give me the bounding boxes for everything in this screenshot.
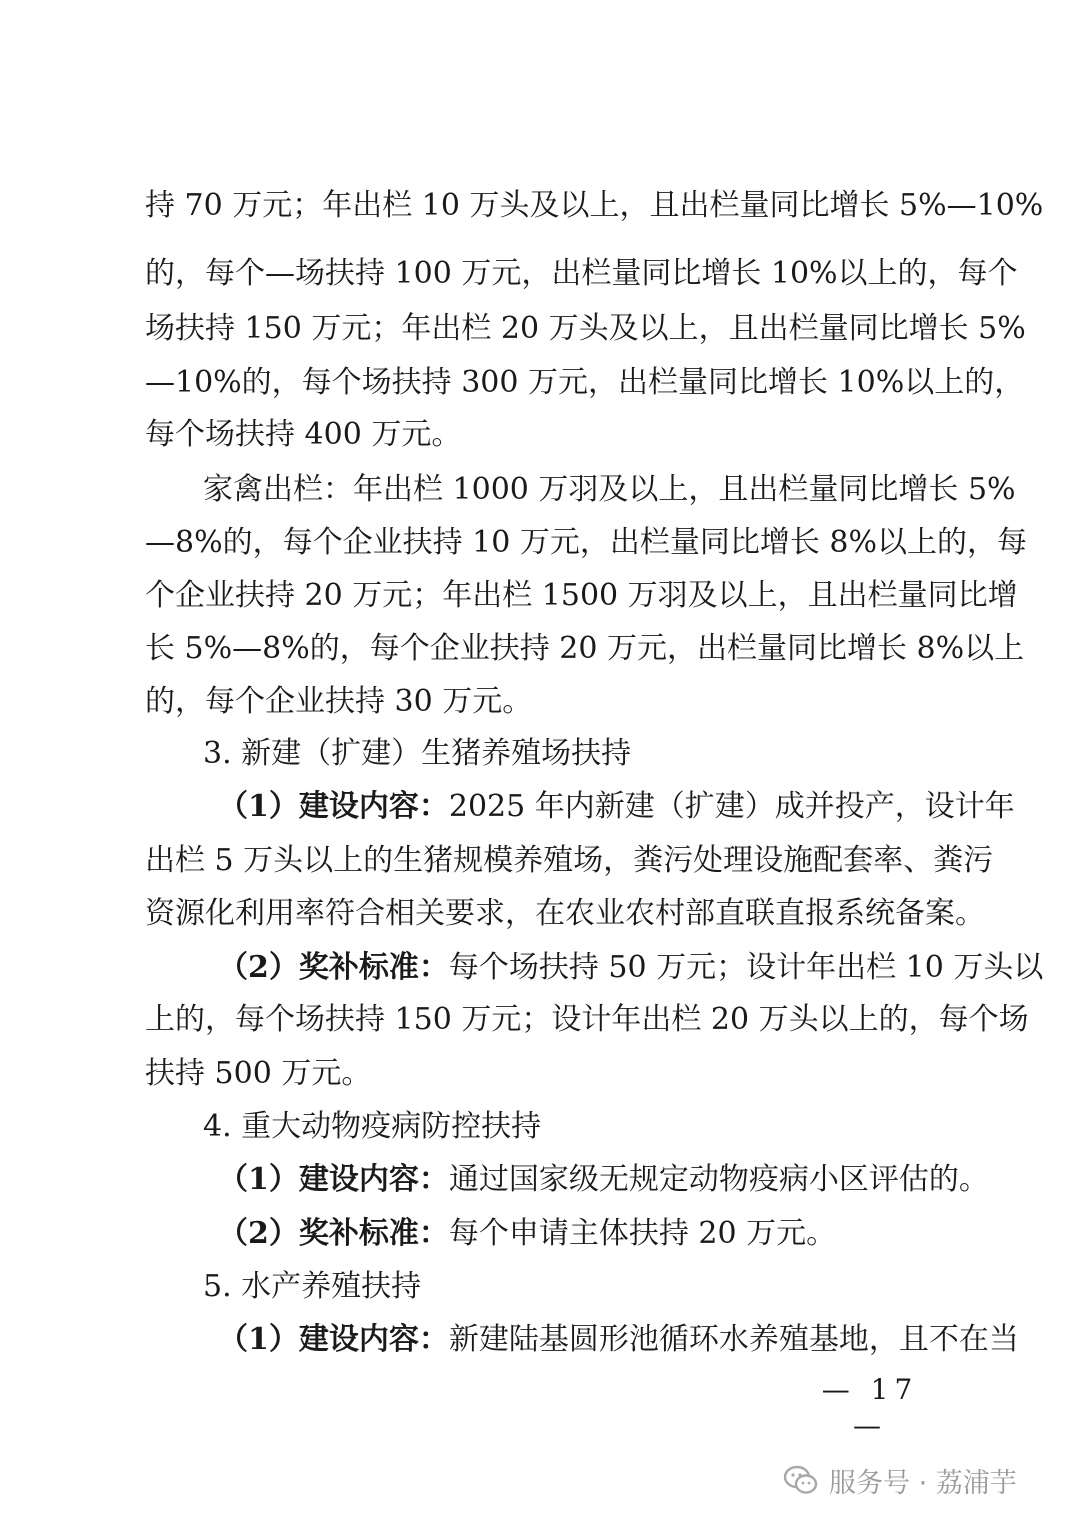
body-line bbox=[218, 789, 1015, 825]
body-line: 资源化利用率符合相关要求，在农业农村部直联直报系统备案。 bbox=[145, 896, 985, 931]
bold-label: （2）奖补标准： bbox=[218, 950, 449, 985]
body-line: 上的，每个场扶持 150 万元；设计年出栏 20 万头以上的，每个场 bbox=[145, 1002, 1029, 1037]
body-text: 每个申请主体扶持 20 万元。 bbox=[448, 1216, 837, 1251]
bold-label: （1）建设内容： bbox=[218, 1322, 449, 1357]
body-line: 出栏 5 万头以上的生猪规模养殖场，粪污处理设施配套率、粪污 bbox=[145, 843, 994, 878]
section-heading: 4. 重大动物疫病防控扶持 bbox=[203, 1109, 542, 1144]
body-line: 每个场扶持 400 万元。 bbox=[145, 417, 462, 452]
body-line: 长 5%—8%的，每个企业扶持 20 万元，出栏量同比增长 8%以上 bbox=[145, 631, 1025, 666]
body-line: 扶持 500 万元。 bbox=[145, 1056, 372, 1091]
body-line bbox=[218, 1162, 989, 1198]
wechat-icon bbox=[783, 1464, 819, 1496]
bold-label: （1）建设内容： bbox=[218, 1162, 449, 1197]
body-line: 场扶持 150 万元；年出栏 20 万头及以上，且出栏量同比增长 5% bbox=[145, 311, 1026, 346]
watermark-text: 服务号 · 荔浦芋 bbox=[829, 1467, 1017, 1499]
body-line: 个企业扶持 20 万元；年出栏 1500 万羽及以上，且出栏量同比增 bbox=[145, 578, 1018, 613]
watermark bbox=[783, 1460, 1017, 1500]
bold-label: （2）奖补标准： bbox=[218, 1216, 449, 1251]
body-text: 通过国家级无规定动物疫病小区评估的。 bbox=[448, 1162, 989, 1197]
body-line: —10%的，每个场扶持 300 万元，出栏量同比增长 10%以上的， bbox=[145, 365, 1025, 400]
body-line: 的，每个企业扶持 30 万元。 bbox=[145, 684, 533, 719]
body-line: —8%的，每个企业扶持 10 万元，出栏量同比增长 8%以上的，每 bbox=[145, 525, 1027, 560]
body-line: 持 70 万元；年出栏 10 万头及以上，且出栏量同比增长 5%—10% bbox=[145, 188, 1044, 223]
bold-label: （1）建设内容： bbox=[218, 789, 449, 824]
body-text: 新建陆基圆形池循环水养殖基地，且不在当 bbox=[448, 1322, 1019, 1357]
page-number: — 17 — bbox=[821, 1373, 919, 1442]
body-line bbox=[218, 1322, 1019, 1358]
body-line: 的，每个—场扶持 100 万元，出栏量同比增长 10%以上的，每个 bbox=[145, 256, 1018, 291]
body-line bbox=[218, 950, 1044, 986]
body-line: 家禽出栏：年出栏 1000 万羽及以上，且出栏量同比增长 5% bbox=[203, 472, 1016, 507]
section-heading: 3. 新建（扩建）生猪养殖场扶持 bbox=[203, 736, 632, 771]
body-text: 每个场扶持 50 万元；设计年出栏 10 万头以 bbox=[448, 950, 1044, 985]
section-heading: 5. 水产养殖扶持 bbox=[203, 1269, 422, 1304]
body-text: 2025 年内新建（扩建）成并投产，设计年 bbox=[448, 789, 1015, 824]
body-line bbox=[218, 1216, 965, 1252]
